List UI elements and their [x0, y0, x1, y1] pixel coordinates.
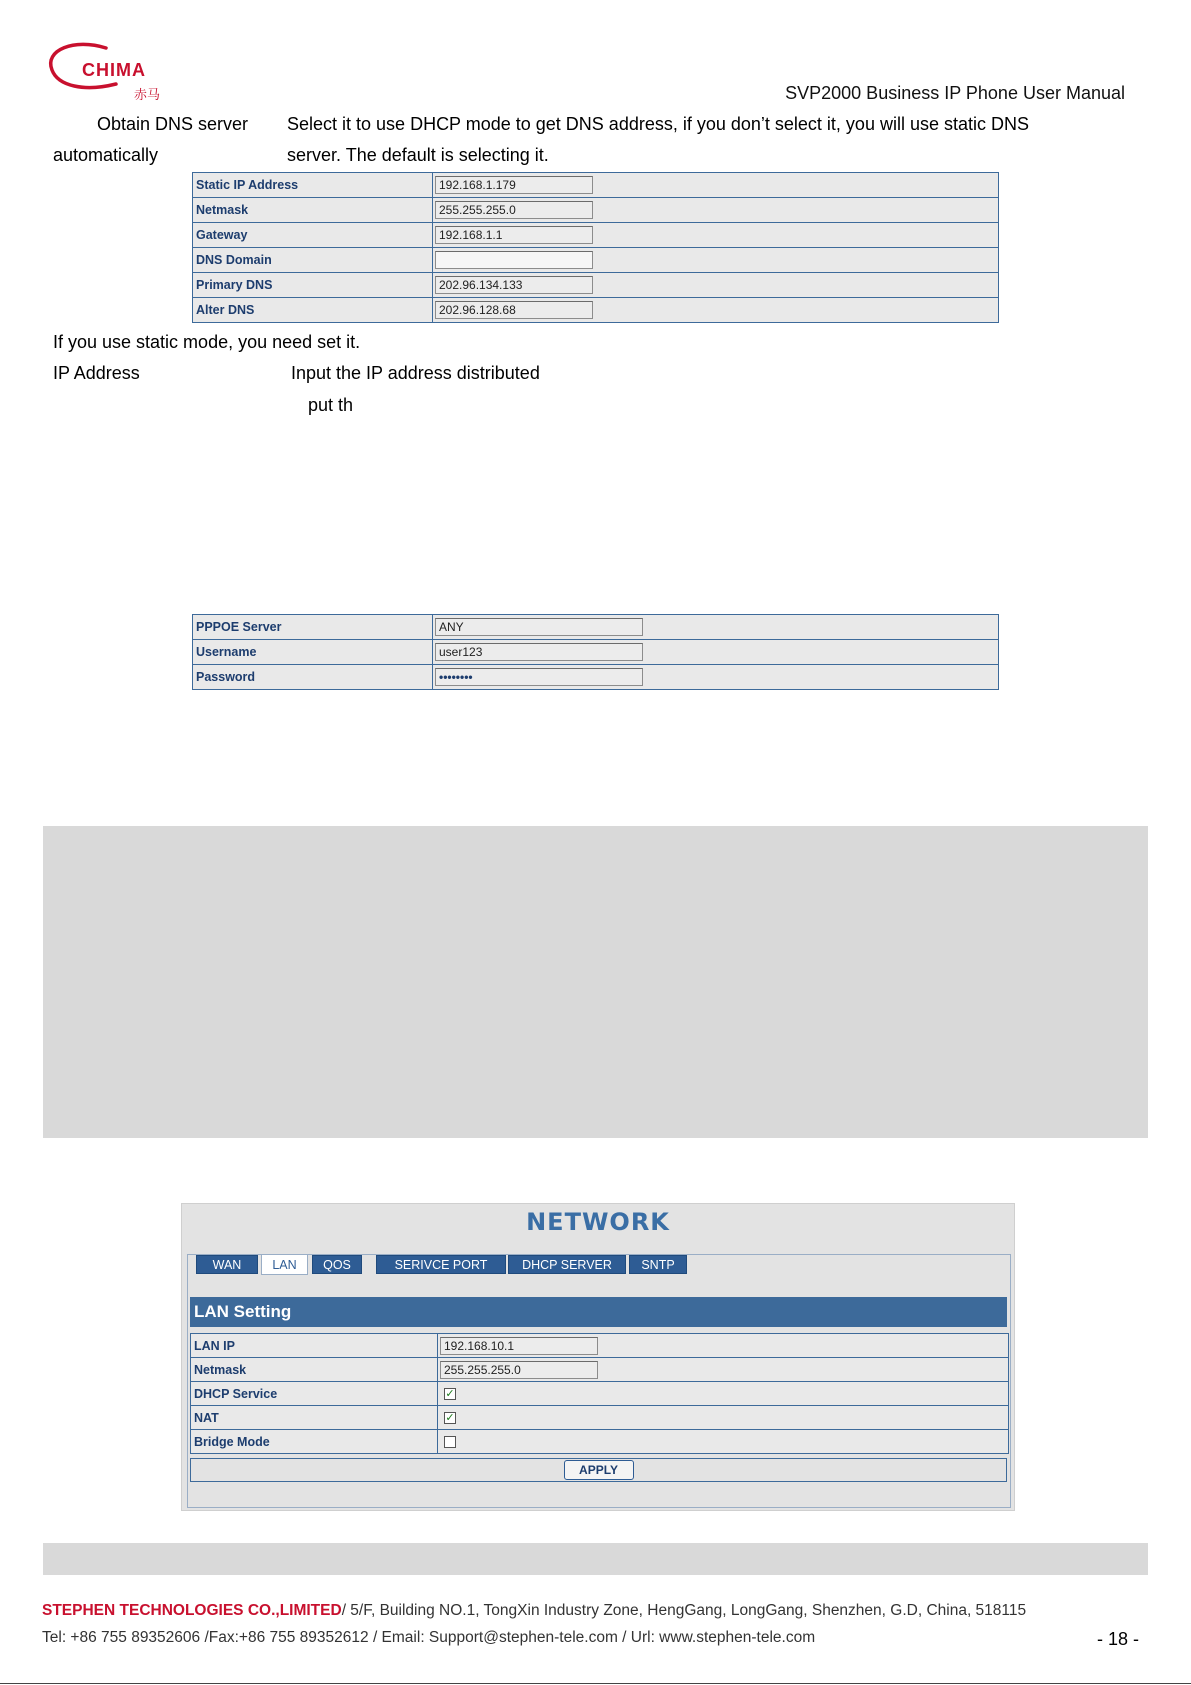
pppoe-form [192, 614, 999, 690]
pppoe-server-field[interactable]: ANY [435, 618, 643, 636]
form-row-pppoe-server [193, 615, 998, 640]
dns-term-line2: automatically [53, 145, 159, 165]
alter-dns-field[interactable]: 202.96.128.68 [435, 301, 593, 319]
form-row-lan-netmask [191, 1358, 1008, 1382]
form-row-dhcp-service [191, 1382, 1008, 1406]
static-mode-note: If you use static mode, you need set it. [53, 332, 361, 352]
nat-label: NAT [191, 1406, 438, 1429]
form-row-nat [191, 1406, 1008, 1430]
gray-strip [43, 1543, 1148, 1575]
ip-address-desc-cont: put th [308, 395, 354, 415]
primary-dns-field[interactable]: 202.96.134.133 [435, 276, 593, 294]
pppoe-server-label: PPPOE Server [193, 615, 433, 639]
form-row-password [193, 665, 998, 689]
tab-wan[interactable]: WAN [196, 1255, 258, 1274]
form-row-lan-ip [191, 1334, 1008, 1358]
gateway-label: Gateway [193, 223, 433, 247]
form-row-username [193, 640, 998, 665]
form-row-netmask [193, 198, 998, 223]
dns-desc-line2: server. The default is selecting it. [287, 145, 549, 165]
form-row-static-ip [193, 173, 998, 198]
dhcp-service-checkbox[interactable]: ✓ [445, 1387, 455, 1400]
ip-address-term: IP Address [53, 363, 140, 383]
footer-address: / 5/F, Building NO.1, TongXin Industry Zone, HengGang, LongGang, Shenzhen, G.D, China, 518115 [341, 1602, 1027, 1619]
form-row-bridge-mode [191, 1430, 1008, 1453]
footer-contact: Tel: +86 755 89352606 /Fax:+86 755 89352612 / Email: Support@stephen-tele.com / Url: www.stephen-tele.com [42, 1629, 816, 1646]
tab-service-port[interactable]: SERIVCE PORT [376, 1255, 506, 1274]
lan-setting-header: LAN Setting [190, 1297, 1007, 1327]
logo-chinese-text: 赤马 [134, 88, 161, 103]
static-ip-label: Static IP Address [193, 173, 433, 197]
lan-setting-table [190, 1333, 1009, 1454]
primary-dns-label: Primary DNS [193, 273, 433, 297]
nat-checkbox[interactable]: ✓ [445, 1411, 455, 1424]
static-ip-field[interactable]: 192.168.1.179 [435, 176, 593, 194]
dns-desc-line1: Select it to use DHCP mode to get DNS address, if you don’t select it, you will use static DNS [287, 114, 1029, 134]
apply-row [190, 1458, 1007, 1482]
static-ip-form [192, 172, 999, 323]
form-row-gateway [193, 223, 998, 248]
form-row-alter-dns [193, 298, 998, 322]
username-field[interactable]: user123 [435, 643, 643, 661]
gateway-field[interactable]: 192.168.1.1 [435, 226, 593, 244]
page-bottom-rule [0, 1683, 1191, 1684]
form-row-primary-dns [193, 273, 998, 298]
ip-address-desc: Input the IP address distributed [291, 363, 540, 383]
network-title: NETWORK [526, 1208, 670, 1236]
tab-lan[interactable]: LAN [261, 1254, 308, 1275]
dns-term-line1: Obtain DNS server [97, 114, 249, 134]
tab-sntp[interactable]: SNTP [629, 1255, 687, 1274]
bridge-mode-checkbox[interactable] [444, 1436, 456, 1448]
username-label: Username [193, 640, 433, 664]
alter-dns-label: Alter DNS [193, 298, 433, 322]
lan-ip-field[interactable]: 192.168.10.1 [440, 1337, 598, 1355]
lan-ip-label: LAN IP [191, 1334, 438, 1357]
footer-company: STEPHEN TECHNOLOGIES CO.,LIMITED [42, 1602, 342, 1619]
password-field[interactable]: •••••••• [435, 668, 643, 686]
apply-button[interactable]: APPLY [564, 1460, 634, 1480]
footer-company-line [42, 1602, 1026, 1620]
tab-dhcp-server[interactable]: DHCP SERVER [508, 1255, 626, 1274]
gray-content-block [43, 826, 1148, 1138]
netmask-label: Netmask [193, 198, 433, 222]
netmask-field[interactable]: 255.255.255.0 [435, 201, 593, 219]
logo-text: CHIMA [82, 60, 146, 80]
dhcp-service-label: DHCP Service [191, 1382, 438, 1405]
tab-qos[interactable]: QOS [312, 1255, 362, 1274]
lan-netmask-field[interactable]: 255.255.255.0 [440, 1361, 598, 1379]
dns-domain-field[interactable] [435, 251, 593, 269]
page-number: - 18 - [1096, 1629, 1139, 1649]
password-label: Password [193, 665, 433, 689]
network-panel [181, 1203, 1015, 1511]
form-row-dns-domain [193, 248, 998, 273]
manual-title: SVP2000 Business IP Phone User Manual [785, 83, 1125, 103]
dns-domain-label: DNS Domain [193, 248, 433, 272]
lan-netmask-label: Netmask [191, 1358, 438, 1381]
bridge-mode-label: Bridge Mode [191, 1430, 438, 1453]
